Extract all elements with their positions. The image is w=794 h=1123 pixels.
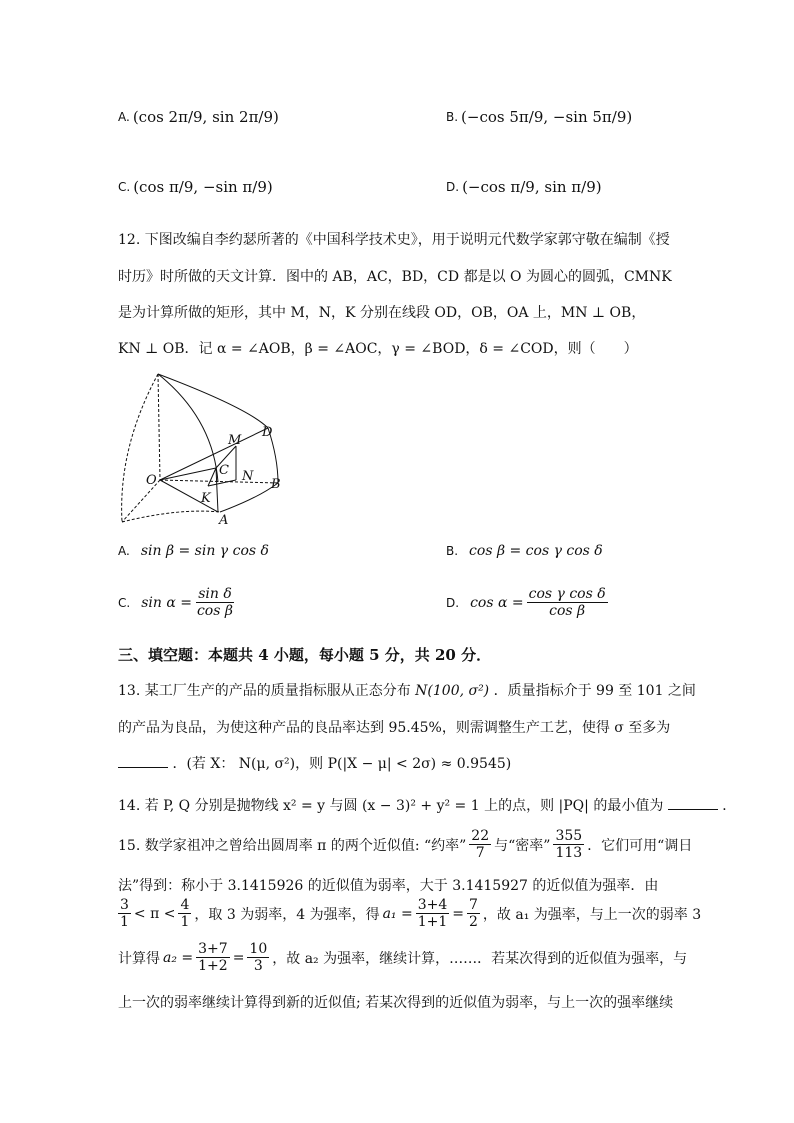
option-label: D. xyxy=(446,595,460,610)
fraction-7-2 xyxy=(467,897,480,930)
q12-option-d[interactable] xyxy=(446,586,608,619)
answer-blank[interactable] xyxy=(668,795,718,810)
option-text: (−cos 5π/9, −sin 5π/9) xyxy=(461,108,633,126)
q12-line-1: 12. 下图改编自李约瑟所著的《中国科学技术史》，用于说明元代数学家郭守敬在编制《授 xyxy=(118,232,670,248)
label-b: B xyxy=(271,477,281,492)
a1-label: a₁ = xyxy=(382,905,413,922)
label-n: N xyxy=(242,469,254,484)
equals: = xyxy=(232,949,245,966)
num: 3+4 xyxy=(417,897,448,913)
den: 3 xyxy=(253,958,263,974)
q15-line-2: 法”得到：称小于 3.1415926 的近似值为弱率，大于 3.1415927 的近似值为强率．由 xyxy=(118,878,659,894)
arc-ab-upper xyxy=(158,374,218,482)
bottom-arc xyxy=(122,511,220,522)
segment-kc xyxy=(208,468,216,486)
option-label: A. xyxy=(118,544,130,558)
label-d: D xyxy=(262,425,273,440)
den: 7 xyxy=(475,845,485,861)
q12-figure xyxy=(118,368,298,528)
fraction-denominator: cos β xyxy=(196,603,233,619)
fraction-denominator: cos β xyxy=(549,603,586,619)
q15-text-d: ，取 3 为弱率，4 为强率，得 xyxy=(194,906,380,923)
option-text: (−cos π/9, sin π/9) xyxy=(462,178,602,196)
fraction-22-7 xyxy=(469,828,491,861)
num: 3 xyxy=(120,897,129,913)
fraction-numerator: sin δ xyxy=(198,586,232,602)
label-a: A xyxy=(219,513,229,528)
option-fraction xyxy=(195,586,235,619)
q12-line-2: 时历》时所做的天文计算．图中的 AB，AC，BD，CD 都是以 O 为圆心的圆弧，CMNK xyxy=(118,269,672,285)
q15-text-e: ，故 a₁ 为强率，与上一次的弱率 3 xyxy=(482,906,702,923)
fraction-numerator: cos γ cos δ xyxy=(528,586,606,602)
q13-line-2: 的产品为良品，为使这种产品的良品率达到 95.45%，则需调整生产工艺，使得 σ 至多为 xyxy=(118,720,671,736)
option-label: C. xyxy=(118,180,131,194)
fraction-3plus7 xyxy=(196,941,230,974)
num: 3+7 xyxy=(198,941,228,957)
q11-option-a[interactable] xyxy=(118,108,279,126)
option-lhs: cos α = xyxy=(470,594,524,611)
q12-line-3: 是为计算所做的矩形，其中 M，N，K 分别在线段 OD，OB，OA 上，MN ⊥ OB， xyxy=(118,305,646,321)
label-c: C xyxy=(219,463,229,478)
arc-ab xyxy=(220,483,278,512)
q15-line-3 xyxy=(118,897,701,930)
q15-text-c: ．它们可用“调日 xyxy=(587,837,693,854)
fraction-3-1 xyxy=(118,897,131,930)
q11-option-d[interactable] xyxy=(446,178,602,196)
option-text: (cos π/9, −sin π/9) xyxy=(133,178,273,196)
option-label: C. xyxy=(118,595,131,610)
num: 7 xyxy=(469,897,478,913)
num: 4 xyxy=(180,897,190,913)
label-o: O xyxy=(146,473,157,488)
q15-line-5: 上一次的弱率继续计算得到新的近似值; 若某次得到的近似值为弱率，与上一次的强率继续 xyxy=(118,995,674,1011)
den: 1 xyxy=(180,914,190,930)
option-text: sin β = sin γ cos δ xyxy=(140,543,269,559)
arc-cd-upper xyxy=(158,374,268,428)
q13-text-b: ．质量指标介于 99 至 101 之间 xyxy=(493,683,696,699)
segment-ob xyxy=(160,480,278,483)
fraction-10-3 xyxy=(247,941,269,974)
q15-text-g: ，故 a₂ 为强率，继续计算，……．若某次得到的近似值为强率，与 xyxy=(272,950,688,967)
den: 1+1 xyxy=(417,914,448,930)
option-label: D. xyxy=(446,180,460,194)
option-label: B. xyxy=(446,544,459,558)
a2-label: a₂ = xyxy=(163,949,194,966)
den: 1 xyxy=(120,914,129,930)
option-fraction xyxy=(527,586,608,619)
q14-text: 14. 若 P, Q 分别是抛物线 x² = y 与圆 (x − 3)² + y² = 1 上的点，则 |PQ| 的最小值为 xyxy=(118,798,664,814)
q12-option-a[interactable] xyxy=(118,543,269,559)
den: 113 xyxy=(555,845,583,861)
num: 355 xyxy=(555,828,583,844)
q12-option-c[interactable] xyxy=(118,586,235,619)
q15-line-1 xyxy=(118,828,692,861)
num: 10 xyxy=(249,941,268,957)
equals: = xyxy=(452,905,464,922)
answer-blank[interactable] xyxy=(118,753,168,768)
section-title: 三、填空题：本题共 4 小题，每小题 5 分，共 20 分． xyxy=(118,646,492,664)
label-m: M xyxy=(228,433,242,448)
segment-oc xyxy=(160,468,216,480)
option-label: B. xyxy=(446,110,459,124)
option-lhs: sin α = xyxy=(141,594,192,611)
num: 22 xyxy=(471,828,490,844)
axis-vertical xyxy=(158,374,160,480)
q15-line-4 xyxy=(118,941,687,974)
q13-hint: ．(若 X： N(μ, σ²)，则 P(|X − μ| < 2σ) ≈ 0.9545) xyxy=(172,756,512,772)
option-text: (cos 2π/9, sin 2π/9) xyxy=(132,108,279,126)
inequality: < π < xyxy=(133,905,176,922)
q15-text-a: 15. 数学家祖冲之曾给出圆周率 π 的两个近似值: “约率” xyxy=(118,837,467,854)
den: 1+2 xyxy=(198,958,228,974)
fraction-4-1 xyxy=(178,897,191,930)
option-label: A. xyxy=(118,110,130,124)
q15-text-f: 计算得 xyxy=(118,950,160,967)
q13-line-3 xyxy=(118,753,511,773)
den: 2 xyxy=(469,914,478,930)
q15-text-b: 与“密率” xyxy=(494,837,551,854)
q11-option-b[interactable] xyxy=(446,108,632,126)
fraction-3plus4 xyxy=(416,897,450,930)
q13-line-1 xyxy=(118,680,696,700)
q13-distribution: N(100, σ²) xyxy=(415,683,490,699)
q12-option-b[interactable] xyxy=(446,543,603,559)
q14-line xyxy=(118,795,736,815)
q13-text-a: 13. 某工厂生产的产品的质量指标服从正态分布 xyxy=(118,683,411,699)
fraction-355-113 xyxy=(553,828,584,861)
label-k: K xyxy=(201,491,211,506)
q14-end: ． xyxy=(722,798,737,814)
left-arc xyxy=(122,374,158,522)
option-text: cos β = cos γ cos δ xyxy=(469,543,603,559)
q12-line-4: KN ⊥ OB．记 α = ∠AOB，β = ∠AOC，γ = ∠BOD，δ = ∠COD，则（ ） xyxy=(118,341,638,357)
q11-option-c[interactable] xyxy=(118,178,273,196)
